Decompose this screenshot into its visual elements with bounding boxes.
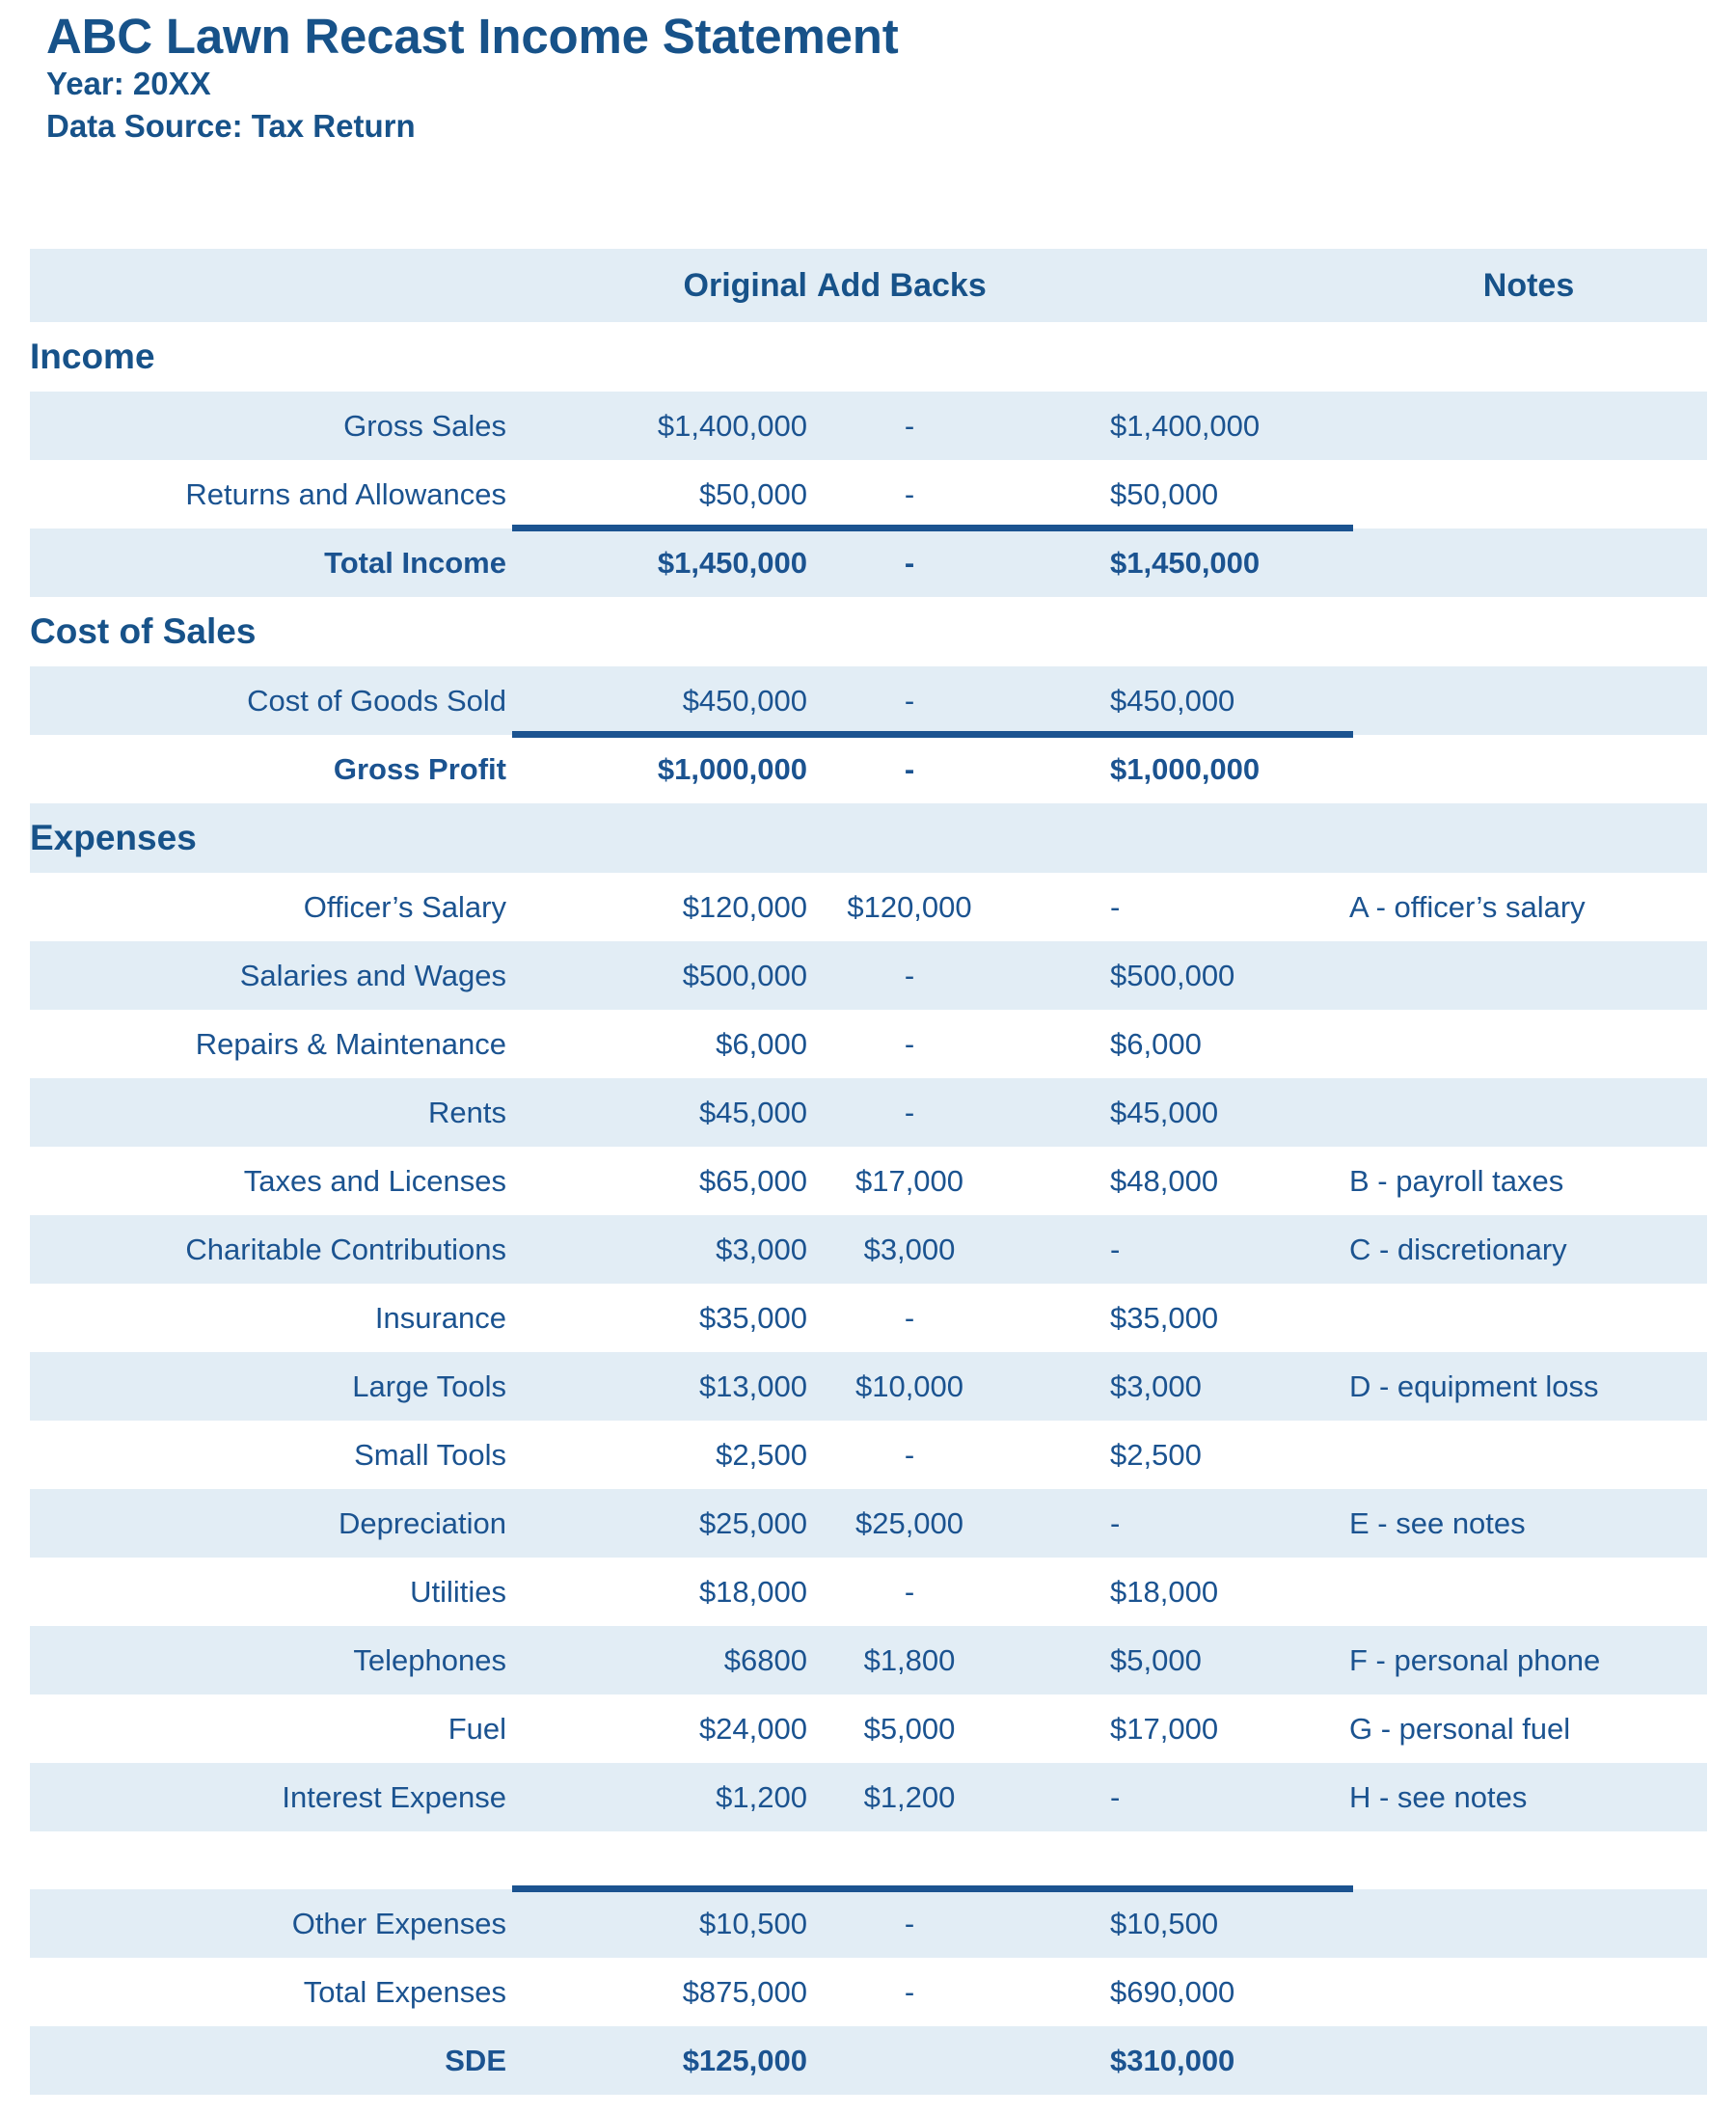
cell-recast: - <box>1110 1506 1121 1540</box>
cell-notes: E - see notes <box>1349 1506 1526 1540</box>
cell-addbacks: - <box>904 1907 915 1940</box>
cell-original: $10,500 <box>698 1907 807 1940</box>
row-label: Returns and Allowances <box>185 477 506 511</box>
row-label: Taxes and Licenses <box>243 1164 506 1198</box>
cell-recast: - <box>1110 1233 1121 1266</box>
row-label: Large Tools <box>352 1369 506 1403</box>
cell-addbacks: - <box>904 409 915 443</box>
row-label: Repairs & Maintenance <box>195 1027 506 1061</box>
row-label: Depreciation <box>338 1506 506 1540</box>
table-row <box>30 1421 1707 1489</box>
row-label: Utilities <box>410 1575 506 1609</box>
cell-original: $1,000,000 <box>657 752 807 786</box>
section-header-income <box>30 322 1707 392</box>
section-title-cost-of-sales: Cost of Sales <box>30 611 257 651</box>
title-block <box>46 10 1686 147</box>
cell-addbacks: - <box>904 1027 915 1061</box>
table-row <box>30 392 1707 460</box>
cell-recast: $500,000 <box>1110 959 1235 992</box>
cell-addbacks: - <box>904 684 915 718</box>
table-row <box>30 460 1707 528</box>
row-label: Total Income <box>324 546 506 580</box>
cell-recast: $310,000 <box>1110 2044 1235 2077</box>
row-label: Small Tools <box>354 1438 506 1472</box>
row-label: Gross Profit <box>333 752 506 786</box>
table-row <box>30 1558 1707 1626</box>
table-row <box>30 1147 1707 1215</box>
cell-notes: B - payroll taxes <box>1349 1164 1564 1198</box>
cell-notes: F - personal phone <box>1349 1643 1601 1677</box>
cell-addbacks: - <box>904 477 915 511</box>
section-header-cost-of-sales <box>30 597 1707 666</box>
cell-recast: $45,000 <box>1110 1096 1219 1129</box>
section-header-expenses <box>30 803 1707 873</box>
cell-original: $450,000 <box>682 684 807 718</box>
cell-original: $1,450,000 <box>657 546 807 580</box>
cell-addbacks: $25,000 <box>854 1506 964 1540</box>
cell-recast: $1,400,000 <box>1110 409 1261 443</box>
cell-original: $6,000 <box>716 1027 807 1061</box>
cell-original: $120,000 <box>682 890 807 924</box>
table-row-other-expenses <box>30 1889 1707 1958</box>
cell-original: $125,000 <box>682 2044 807 2077</box>
table-row <box>30 1284 1707 1352</box>
column-header-notes: Notes <box>1482 267 1575 304</box>
cell-original: $50,000 <box>698 477 807 511</box>
cell-original: $875,000 <box>682 1975 807 2009</box>
cell-notes: H - see notes <box>1349 1780 1528 1814</box>
row-label: Telephones <box>353 1643 506 1677</box>
cell-recast: $5,000 <box>1110 1643 1202 1677</box>
year-subtitle: Year: 20XX <box>46 66 211 102</box>
cell-original: $13,000 <box>698 1369 807 1403</box>
cell-addbacks: - <box>904 1575 915 1609</box>
row-label: Fuel <box>448 1712 506 1746</box>
cell-recast: - <box>1110 1780 1121 1814</box>
cell-original: $45,000 <box>698 1096 807 1129</box>
data-source-subtitle: Data Source: Tax Return <box>46 107 416 144</box>
table-row <box>30 666 1707 735</box>
table-row <box>30 1694 1707 1763</box>
table-row <box>30 873 1707 941</box>
table-row <box>30 1626 1707 1694</box>
table-row-total-expenses <box>30 1958 1707 2026</box>
table-row <box>30 1352 1707 1421</box>
cell-addbacks: - <box>904 959 915 992</box>
row-label: Cost of Goods Sold <box>247 684 506 718</box>
cell-addbacks: $5,000 <box>863 1712 956 1746</box>
cell-recast: $17,000 <box>1110 1712 1219 1746</box>
cell-original: $35,000 <box>698 1301 807 1335</box>
cell-notes: G - personal fuel <box>1349 1712 1571 1746</box>
cell-original: $24,000 <box>698 1712 807 1746</box>
section-title-expenses: Expenses <box>30 818 197 857</box>
cell-original: $25,000 <box>698 1506 807 1540</box>
page-title: ABC Lawn Recast Income Statement <box>46 9 899 64</box>
table-row-gross-profit <box>30 735 1707 803</box>
cell-recast: $1,000,000 <box>1110 752 1261 786</box>
cell-original: $6800 <box>723 1643 807 1677</box>
cell-recast: $50,000 <box>1110 477 1219 511</box>
cell-recast: $10,500 <box>1110 1907 1219 1940</box>
cell-recast: $450,000 <box>1110 684 1235 718</box>
spacer-row <box>30 1831 1707 1889</box>
recast-income-statement-table <box>30 249 1707 2095</box>
cell-addbacks: - <box>904 1301 915 1335</box>
cell-notes: D - equipment loss <box>1349 1369 1599 1403</box>
cell-addbacks: $17,000 <box>854 1164 964 1198</box>
cell-recast: $2,500 <box>1110 1438 1202 1472</box>
table-row-total-income <box>30 528 1707 597</box>
table-row <box>30 1215 1707 1284</box>
section-title-income: Income <box>30 337 155 376</box>
cell-recast: $35,000 <box>1110 1301 1219 1335</box>
table-row <box>30 1078 1707 1147</box>
cell-notes: C - discretionary <box>1349 1233 1567 1266</box>
cell-recast: $690,000 <box>1110 1975 1235 2009</box>
table-row <box>30 1010 1707 1078</box>
table-row <box>30 1489 1707 1558</box>
cell-addbacks: $3,000 <box>863 1233 956 1266</box>
cell-recast: $1,450,000 <box>1110 546 1261 580</box>
row-label: Gross Sales <box>343 409 506 443</box>
row-label: Total Expenses <box>303 1975 506 2009</box>
row-label: Officer’s Salary <box>303 890 506 924</box>
cell-addbacks: $120,000 <box>847 890 972 924</box>
column-header-original: Original <box>683 267 807 304</box>
table-row-sde <box>30 2026 1707 2095</box>
table-header-row <box>30 249 1707 322</box>
cell-original: $1,200 <box>716 1780 807 1814</box>
cell-addbacks: - <box>904 752 915 786</box>
row-label: Interest Expense <box>282 1780 506 1814</box>
row-label: Rents <box>428 1096 506 1129</box>
cell-addbacks: - <box>904 1438 915 1472</box>
row-label: Other Expenses <box>291 1907 506 1940</box>
cell-addbacks: - <box>904 546 915 580</box>
cell-recast: - <box>1110 890 1121 924</box>
table-row <box>30 1763 1707 1831</box>
column-header-add-backs: Add Backs <box>817 267 987 304</box>
row-label: Insurance <box>374 1301 506 1335</box>
cell-addbacks: $1,800 <box>863 1643 956 1677</box>
cell-original: $2,500 <box>716 1438 807 1472</box>
cell-notes: A - officer’s salary <box>1349 890 1586 924</box>
cell-addbacks: $1,200 <box>863 1780 956 1814</box>
cell-addbacks: $10,000 <box>854 1369 964 1403</box>
cell-original: $18,000 <box>698 1575 807 1609</box>
cell-recast: $6,000 <box>1110 1027 1202 1061</box>
table-row <box>30 941 1707 1010</box>
cell-addbacks: - <box>904 1096 915 1129</box>
row-label: SDE <box>445 2044 506 2077</box>
cell-addbacks: - <box>904 1975 915 2009</box>
cell-recast: $18,000 <box>1110 1575 1219 1609</box>
cell-recast: $48,000 <box>1110 1164 1219 1198</box>
cell-original: $3,000 <box>716 1233 807 1266</box>
cell-original: $500,000 <box>682 959 807 992</box>
cell-original: $1,400,000 <box>657 409 807 443</box>
row-label: Salaries and Wages <box>239 959 506 992</box>
cell-recast: $3,000 <box>1110 1369 1202 1403</box>
row-label: Charitable Contributions <box>185 1233 506 1266</box>
cell-original: $65,000 <box>698 1164 807 1198</box>
